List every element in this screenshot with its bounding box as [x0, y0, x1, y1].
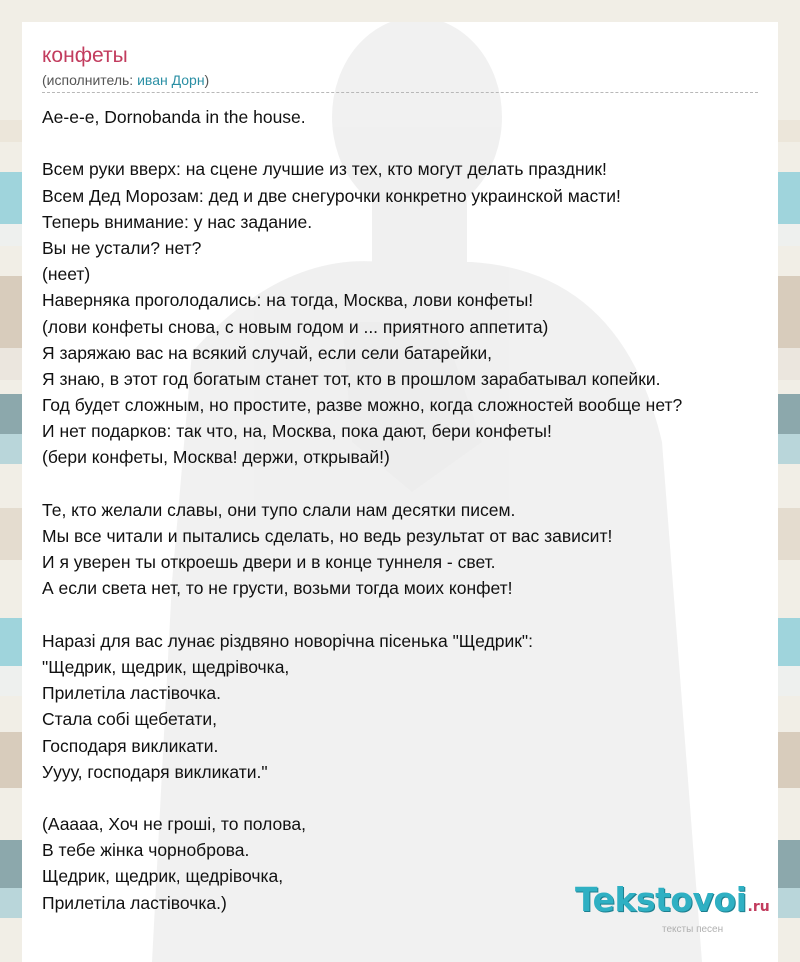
artist-line	[42, 72, 758, 93]
lyric-line: (неет)	[42, 264, 91, 285]
lyric-line: Уууу, господаря викликати."	[42, 761, 268, 782]
lyric-line: Всем руки вверх: на сцене лучшие из тех, кто могут делать праздник!	[42, 159, 607, 180]
lyric-line: Щедрик, щедрик, щедрівочка,	[42, 866, 284, 887]
lyric-line: Я заряжаю вас на всякий случай, если сели батарейки,	[42, 342, 492, 363]
lyric-line: А если света нет, то не грусти, возьми тогда моих конфет!	[42, 578, 513, 599]
lyric-line: Прилетіла ластівочка.	[42, 683, 221, 704]
lyric-line: (Ааааа, Хоч не гроші, то полова,	[42, 814, 306, 835]
lyric-line: Всем Дед Морозам: дед и две снегурочки конкретно украинской масти!	[42, 185, 621, 206]
lyric-line: "Щедрик, щедрик, щедрівочка,	[42, 656, 290, 677]
logo-wordmark: Tekstovoi	[575, 880, 747, 919]
lyric-blank-line	[42, 471, 778, 497]
lyrics-card	[22, 22, 778, 962]
lyric-line: Прилетіла ластівочка.)	[42, 892, 227, 913]
lyric-line: И нет подарков: так что, на, Москва, пока дают, бери конфеты!	[42, 421, 552, 442]
lyric-line: Год будет сложным, но простите, разве можно, когда сложностей вообще нет?	[42, 395, 683, 416]
logo-domain-suffix: .ru	[747, 899, 770, 915]
lyrics-text	[42, 104, 778, 916]
lyric-line: Те, кто желали славы, они тупо слали нам десятки писем.	[42, 499, 516, 520]
lyric-line: Наразі для вас лунає різдвяно новорічна пісенька "Щедрик":	[42, 630, 533, 651]
song-title: конфеты	[42, 44, 128, 67]
lyric-line: Я знаю, в этот год богатым станет тот, кто в прошлом зарабатывал копейки.	[42, 368, 661, 389]
lyric-line: В тебе жінка чорноброва.	[42, 840, 250, 861]
lyric-line: Вы не устали? нет?	[42, 237, 202, 258]
lyric-line: Теперь внимание: у нас задание.	[42, 211, 313, 232]
lyric-line: Наверняка проголодались: на тогда, Москва, лови конфеты!	[42, 290, 534, 311]
artist-suffix: )	[204, 72, 210, 88]
tekstovoi-logo[interactable]	[575, 880, 770, 935]
lyric-line: Господаря викликати.	[42, 735, 219, 756]
logo-tagline: тексты песен	[662, 924, 724, 935]
lyric-blank-line	[42, 785, 778, 811]
lyric-line: Ае-е-е, Dornobanda in the house.	[42, 107, 306, 127]
lyric-line: И я уверен ты откроешь двери и в конце туннеля - свет.	[42, 552, 496, 573]
artist-prefix: (исполнитель:	[42, 72, 138, 88]
lyric-blank-line	[42, 602, 778, 628]
lyric-line: (бери конфеты, Москва! держи, открывай!)	[42, 447, 390, 468]
lyric-line: Стала собі щебетати,	[42, 709, 217, 730]
lyric-blank-line	[42, 130, 778, 156]
artist-link[interactable]: иван Дорн	[137, 72, 205, 88]
lyric-line: (лови конфеты снова, с новым годом и ... приятного аппетита)	[42, 316, 549, 337]
lyric-line: Мы все читали и пытались сделать, но ведь результат от вас зависит!	[42, 526, 613, 546]
